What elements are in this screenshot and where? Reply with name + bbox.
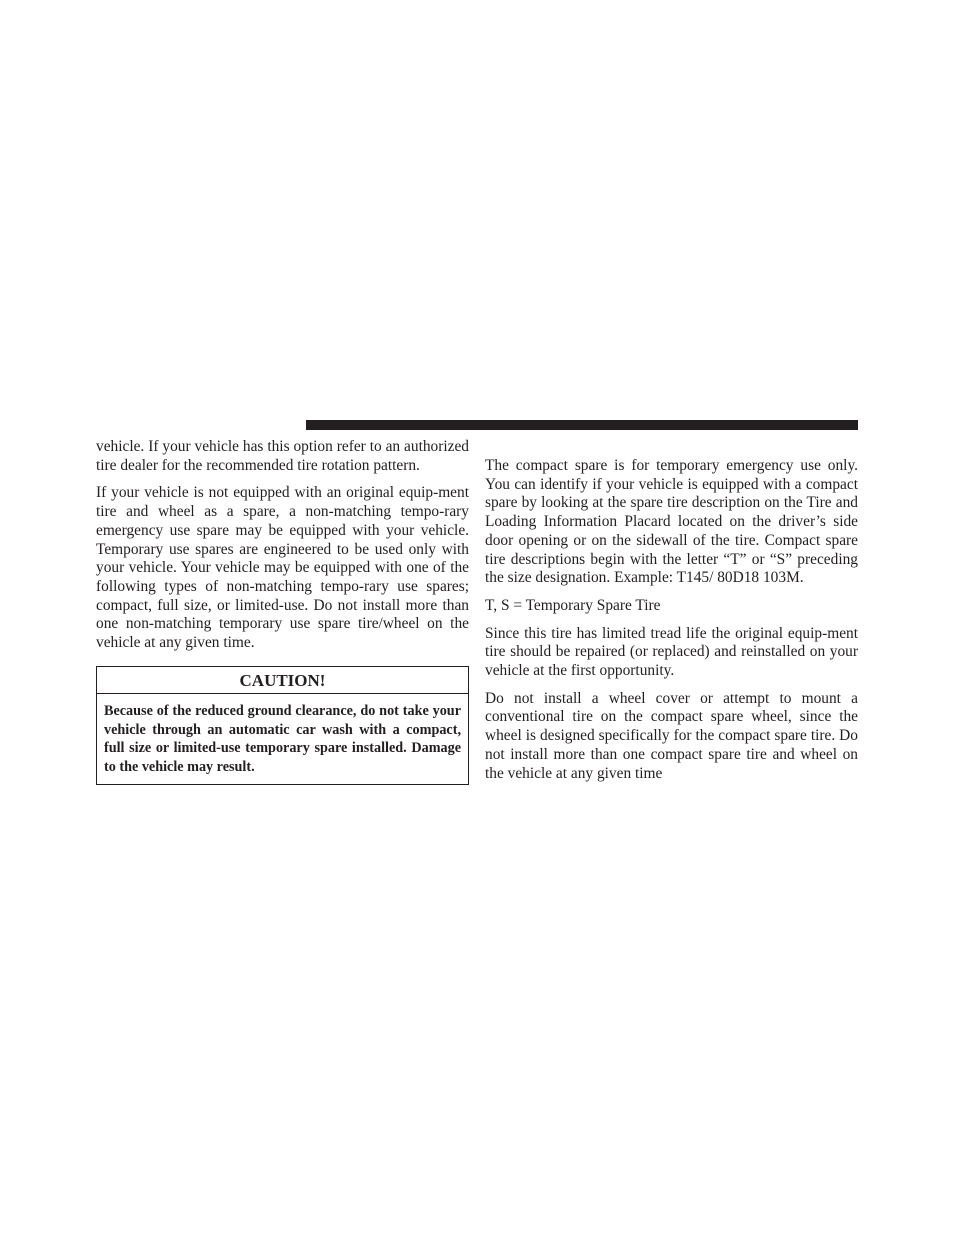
left-column bbox=[96, 438, 469, 785]
paragraph: The compact spare is for temporary emergency use only. You can identify if your vehicle is equipped with a compact spare by looking at the spare tire description on the Tire and Loading Information Placard located on the driver’s side door opening or on the sidewall of the tire. Compact spare tire descriptions begin with the letter “T” or “S” preceding the size designation. Example: T145/ 80D18 103M. bbox=[485, 457, 858, 587]
right-column bbox=[485, 457, 858, 792]
paragraph: vehicle. If your vehicle has this option refer to an authorized tire dealer for the recommended tire rotation pattern. bbox=[96, 438, 469, 474]
caution-text: Because of the reduced ground clearance, do not take your vehicle through an automatic car wash with a compact, full size or limited-use temporary spare installed. Damage to the vehicle may result. bbox=[104, 702, 461, 776]
paragraph: If your vehicle is not equipped with an original equip-ment tire and wheel as a spare, a non-matching tempo-rary emergency use spare may be equipped with your vehicle. Temporary use spares are engineered to be used only with your vehicle. Your vehicle may be equipped with one of the following types of non-matching tempo-rary use spares; compact, full size, or limited-use. Do not install more than one non-matching temporary use spare tire/wheel on the vehicle at any given time. bbox=[96, 484, 469, 652]
caution-title: CAUTION! bbox=[97, 667, 468, 694]
section-header-bar bbox=[306, 420, 858, 430]
paragraph: T, S = Temporary Spare Tire bbox=[485, 596, 661, 614]
caution-box bbox=[96, 666, 469, 785]
paragraph: Since this tire has limited tread life the original equip-ment tire should be repaired (or replaced) and reinstalled on your vehicle at the first opportunity. bbox=[485, 624, 858, 680]
paragraph: Do not install a wheel cover or attempt to mount a conventional tire on the compact spare wheel, since the wheel is designed specifically for the compact spare tire. Do not install more than one compact spare tire and wheel on the vehicle at any given time bbox=[485, 689, 858, 782]
